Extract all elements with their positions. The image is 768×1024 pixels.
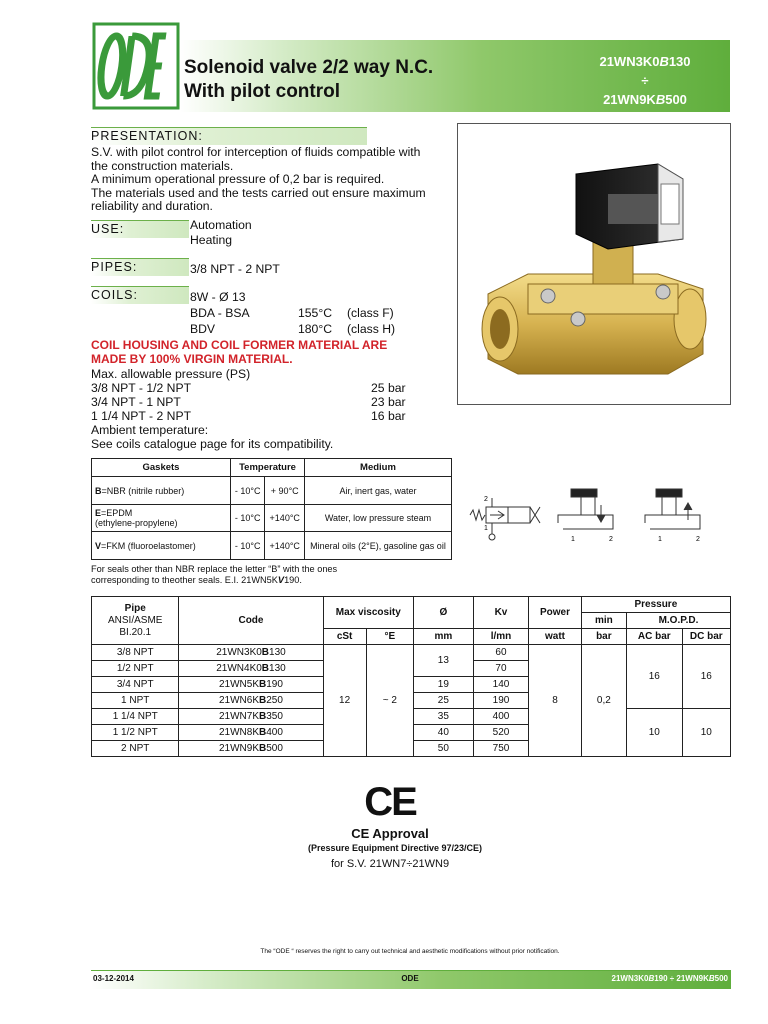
coils-catalogue-note: See coils catalogue page for its compatibility. bbox=[91, 437, 334, 451]
pressure-header: Pressure bbox=[581, 597, 730, 613]
pipes-value: 3/8 NPT - 2 NPT bbox=[190, 262, 280, 276]
pipes-label: PIPES: bbox=[91, 258, 189, 276]
disclaimer: The “ODE “ reserves the right to carry out technical and aesthetic modifications without prior notification. bbox=[260, 948, 560, 955]
pipe-header: Pipe ANSI/ASME BI.20.1 bbox=[92, 597, 179, 645]
pressure-row-1: 3/8 NPT - 1/2 NPT 25 bar bbox=[91, 381, 406, 395]
title-line-1: Solenoid valve 2/2 way N.C. bbox=[184, 57, 434, 78]
svg-text:2: 2 bbox=[484, 496, 488, 503]
use-label: USE: bbox=[91, 220, 189, 238]
presentation-label: PRESENTATION: bbox=[91, 127, 367, 145]
mm-header: mm bbox=[414, 629, 474, 645]
svg-text:2: 2 bbox=[609, 536, 613, 543]
coil-row-bdv: BDV 180°C (class H) bbox=[190, 322, 396, 336]
diameter-header: Ø bbox=[414, 597, 474, 629]
watt-header: watt bbox=[529, 629, 581, 645]
coils-label: COILS: bbox=[91, 286, 189, 304]
min-header: min bbox=[581, 613, 626, 629]
viscosity-header: Max viscosity bbox=[323, 597, 414, 629]
ce-approval-title: CE Approval bbox=[351, 826, 429, 841]
table-row: 1/2 NPT 21WN4K0B130 70 bbox=[92, 661, 731, 677]
valve-section-diagram-1 bbox=[553, 485, 633, 545]
title-line-2: With pilot control bbox=[184, 81, 341, 102]
cst-header: cSt bbox=[323, 629, 366, 645]
footer-brand: ODE bbox=[401, 974, 419, 983]
seals-note: For seals other than NBR replace the letter “B” with the ones corresponding to theother seals. E.I. 21WN5KV190. bbox=[91, 564, 338, 585]
ce-directive: (Pressure Equipment Directive 97/23/CE) bbox=[307, 843, 483, 853]
svg-text:1: 1 bbox=[658, 536, 662, 543]
ce-mark: CE bbox=[364, 780, 416, 824]
table-row: 3/8 NPT 21WN3K0B130 12 ~ 2 13 60 8 0,2 16 16 bbox=[92, 645, 731, 661]
table-row: 3/4 NPT 21WN5KB190 19 140 bbox=[92, 677, 731, 693]
gaskets-header: Gaskets bbox=[92, 459, 231, 477]
use-values: Automation Heating bbox=[190, 218, 252, 247]
gaskets-table bbox=[91, 458, 452, 560]
medium-header: Medium bbox=[305, 459, 452, 477]
kv-header: Kv bbox=[473, 597, 529, 629]
code-header: Code bbox=[179, 597, 323, 645]
table-row: 1 NPT 21WN6KB250 25 190 bbox=[92, 693, 731, 709]
code-range: 21WN3K0B130 ÷ 21WN9KB500 bbox=[599, 54, 691, 107]
temperature-header: Temperature bbox=[231, 459, 305, 477]
lmn-header: l/mn bbox=[473, 629, 529, 645]
table-row: B=NBR (nitrile rubber) - 10°C + 90°C Air, inert gas, water bbox=[92, 477, 452, 505]
table-row: 1 1/2 NPT 21WN8KB400 40 520 bbox=[92, 725, 731, 741]
coils-power: 8W - Ø 13 bbox=[190, 290, 246, 304]
table-row: 2 NPT 21WN9KB500 50 750 bbox=[92, 741, 731, 757]
product-photo bbox=[457, 123, 731, 405]
ce-applicability: for S.V. 21WN7÷21WN9 bbox=[330, 858, 450, 870]
table-row: V=FKM (fluoroelastomer) - 10°C +140°C Mineral oils (2°E), gasoline gas oil bbox=[92, 532, 452, 560]
ac-bar-header: AC bar bbox=[627, 629, 683, 645]
material-warning: COIL HOUSING AND COIL FORMER MATERIAL ARE MADE BY 100% VIRGIN MATERIAL. bbox=[91, 338, 388, 366]
footer-date: 03-12-2014 bbox=[93, 974, 134, 983]
footer-range: 21WN3K0B190 ÷ 21WN9KB500 bbox=[611, 974, 728, 983]
pressure-row-2: 3/4 NPT - 1 NPT 23 bar bbox=[91, 395, 406, 409]
svg-text:1: 1 bbox=[571, 536, 575, 543]
presentation-text: S.V. with pilot control for interception of fluids compatible with the construction materials. A minimum operational pressure of 0,2 bar is required. The materials used and the tests carried out ensure maximum reliability and duration. bbox=[91, 145, 426, 213]
pressure-title: Max. allowable pressure (PS) bbox=[91, 367, 251, 381]
bar-header: bar bbox=[581, 629, 626, 645]
coil-row-bda: BDA - BSA 155°C (class F) bbox=[190, 306, 394, 320]
power-header: Power bbox=[529, 597, 581, 629]
e-header: °E bbox=[366, 629, 413, 645]
models-table bbox=[91, 596, 731, 757]
mopd-header: M.O.P.D. bbox=[627, 613, 731, 629]
svg-text:1: 1 bbox=[484, 525, 488, 532]
ambient-label: Ambient temperature: bbox=[91, 423, 209, 437]
pressure-row-3: 1 1/4 NPT - 2 NPT 16 bar bbox=[91, 409, 406, 423]
valve-section-diagram-2 bbox=[640, 485, 720, 545]
table-row: E=EPDM (ethylene-propylene) - 10°C +140°C Water, low pressure steam bbox=[92, 505, 452, 532]
logo bbox=[92, 22, 180, 110]
valve-symbol-diagram bbox=[468, 490, 548, 545]
svg-text:2: 2 bbox=[696, 536, 700, 543]
page-title bbox=[184, 56, 433, 104]
dc-bar-header: DC bar bbox=[682, 629, 730, 645]
table-row: 1 1/4 NPT 21WN7KB350 35 400 10 10 bbox=[92, 709, 731, 725]
